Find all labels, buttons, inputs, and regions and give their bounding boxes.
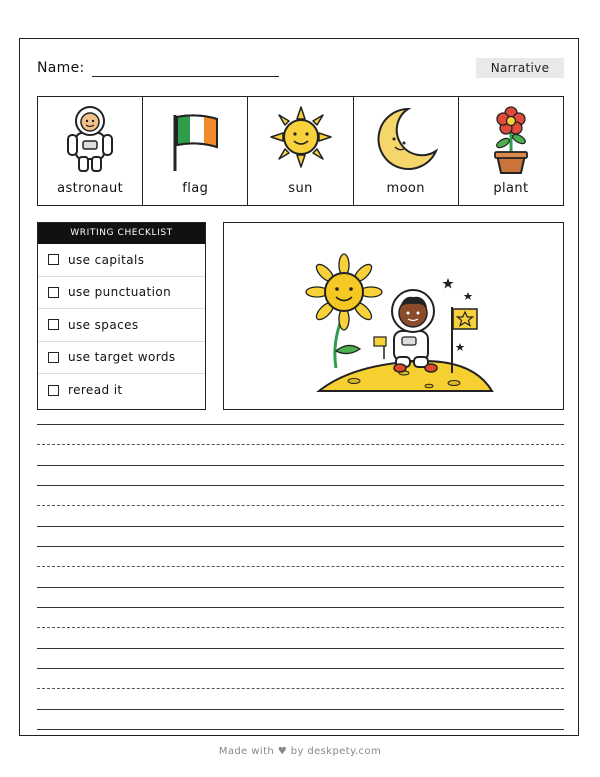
writing-line-base: [37, 526, 564, 527]
word-label: flag: [182, 181, 209, 196]
writing-line-mid: [37, 444, 564, 445]
checkbox[interactable]: [48, 254, 59, 265]
flag-icon: [167, 105, 223, 175]
checklist-item[interactable]: [38, 374, 205, 407]
writing-checklist: [37, 222, 206, 410]
checklist-item-label: use spaces: [68, 317, 139, 332]
word-card-sun: [248, 97, 353, 205]
heart-icon: ♥: [277, 746, 288, 757]
worksheet: [19, 38, 579, 736]
writing-line-top: [37, 668, 564, 669]
checkbox[interactable]: [48, 319, 59, 330]
writing-line-top: [37, 424, 564, 425]
writing-line-base: [37, 648, 564, 649]
writing-line-mid: [37, 688, 564, 689]
word-label: sun: [288, 181, 313, 196]
astronaut-icon: [62, 105, 118, 175]
writing-line-mid: [37, 505, 564, 506]
checklist-item[interactable]: [38, 342, 205, 375]
writing-line-base: [37, 587, 564, 588]
writing-line-mid: [37, 627, 564, 628]
sun-icon: [269, 105, 333, 175]
writing-line-top: [37, 485, 564, 486]
checkbox[interactable]: [48, 352, 59, 363]
checklist-item-label: use target words: [68, 350, 176, 365]
checklist-item-label: reread it: [68, 383, 123, 398]
name-input-line[interactable]: [92, 76, 279, 77]
writing-line-base: [37, 465, 564, 466]
word-bank: [37, 96, 564, 206]
word-label: plant: [493, 181, 529, 196]
writing-line-top: [37, 546, 564, 547]
footer-credit: by deskpety.com: [290, 746, 382, 757]
story-picture: [223, 222, 564, 410]
word-card-flag: [143, 97, 248, 205]
checklist-item[interactable]: [38, 309, 205, 342]
footer-made-with: Made with: [218, 746, 275, 757]
astronaut-sunflower-illustration: [224, 223, 562, 408]
flower-plant-icon: [483, 105, 539, 175]
word-label: moon: [386, 181, 425, 196]
writing-line-mid: [37, 566, 564, 567]
moon-icon: [374, 105, 438, 175]
name-label: Name:: [37, 60, 85, 76]
checkbox[interactable]: [48, 287, 59, 298]
word-card-astronaut: [38, 97, 143, 205]
word-card-moon: [354, 97, 459, 205]
genre-badge: Narrative: [476, 58, 564, 78]
writing-line-base: [37, 709, 564, 710]
checklist-item[interactable]: [38, 244, 205, 277]
checklist-item[interactable]: [38, 277, 205, 310]
checklist-item-label: use capitals: [68, 252, 145, 267]
word-card-plant: [459, 97, 563, 205]
footer: [0, 746, 600, 757]
checkbox[interactable]: [48, 385, 59, 396]
checklist-title: WRITING CHECKLIST: [38, 223, 205, 244]
writing-line-top: [37, 729, 564, 730]
writing-line-top: [37, 607, 564, 608]
checklist-item-label: use punctuation: [68, 285, 172, 300]
word-label: astronaut: [57, 181, 124, 196]
